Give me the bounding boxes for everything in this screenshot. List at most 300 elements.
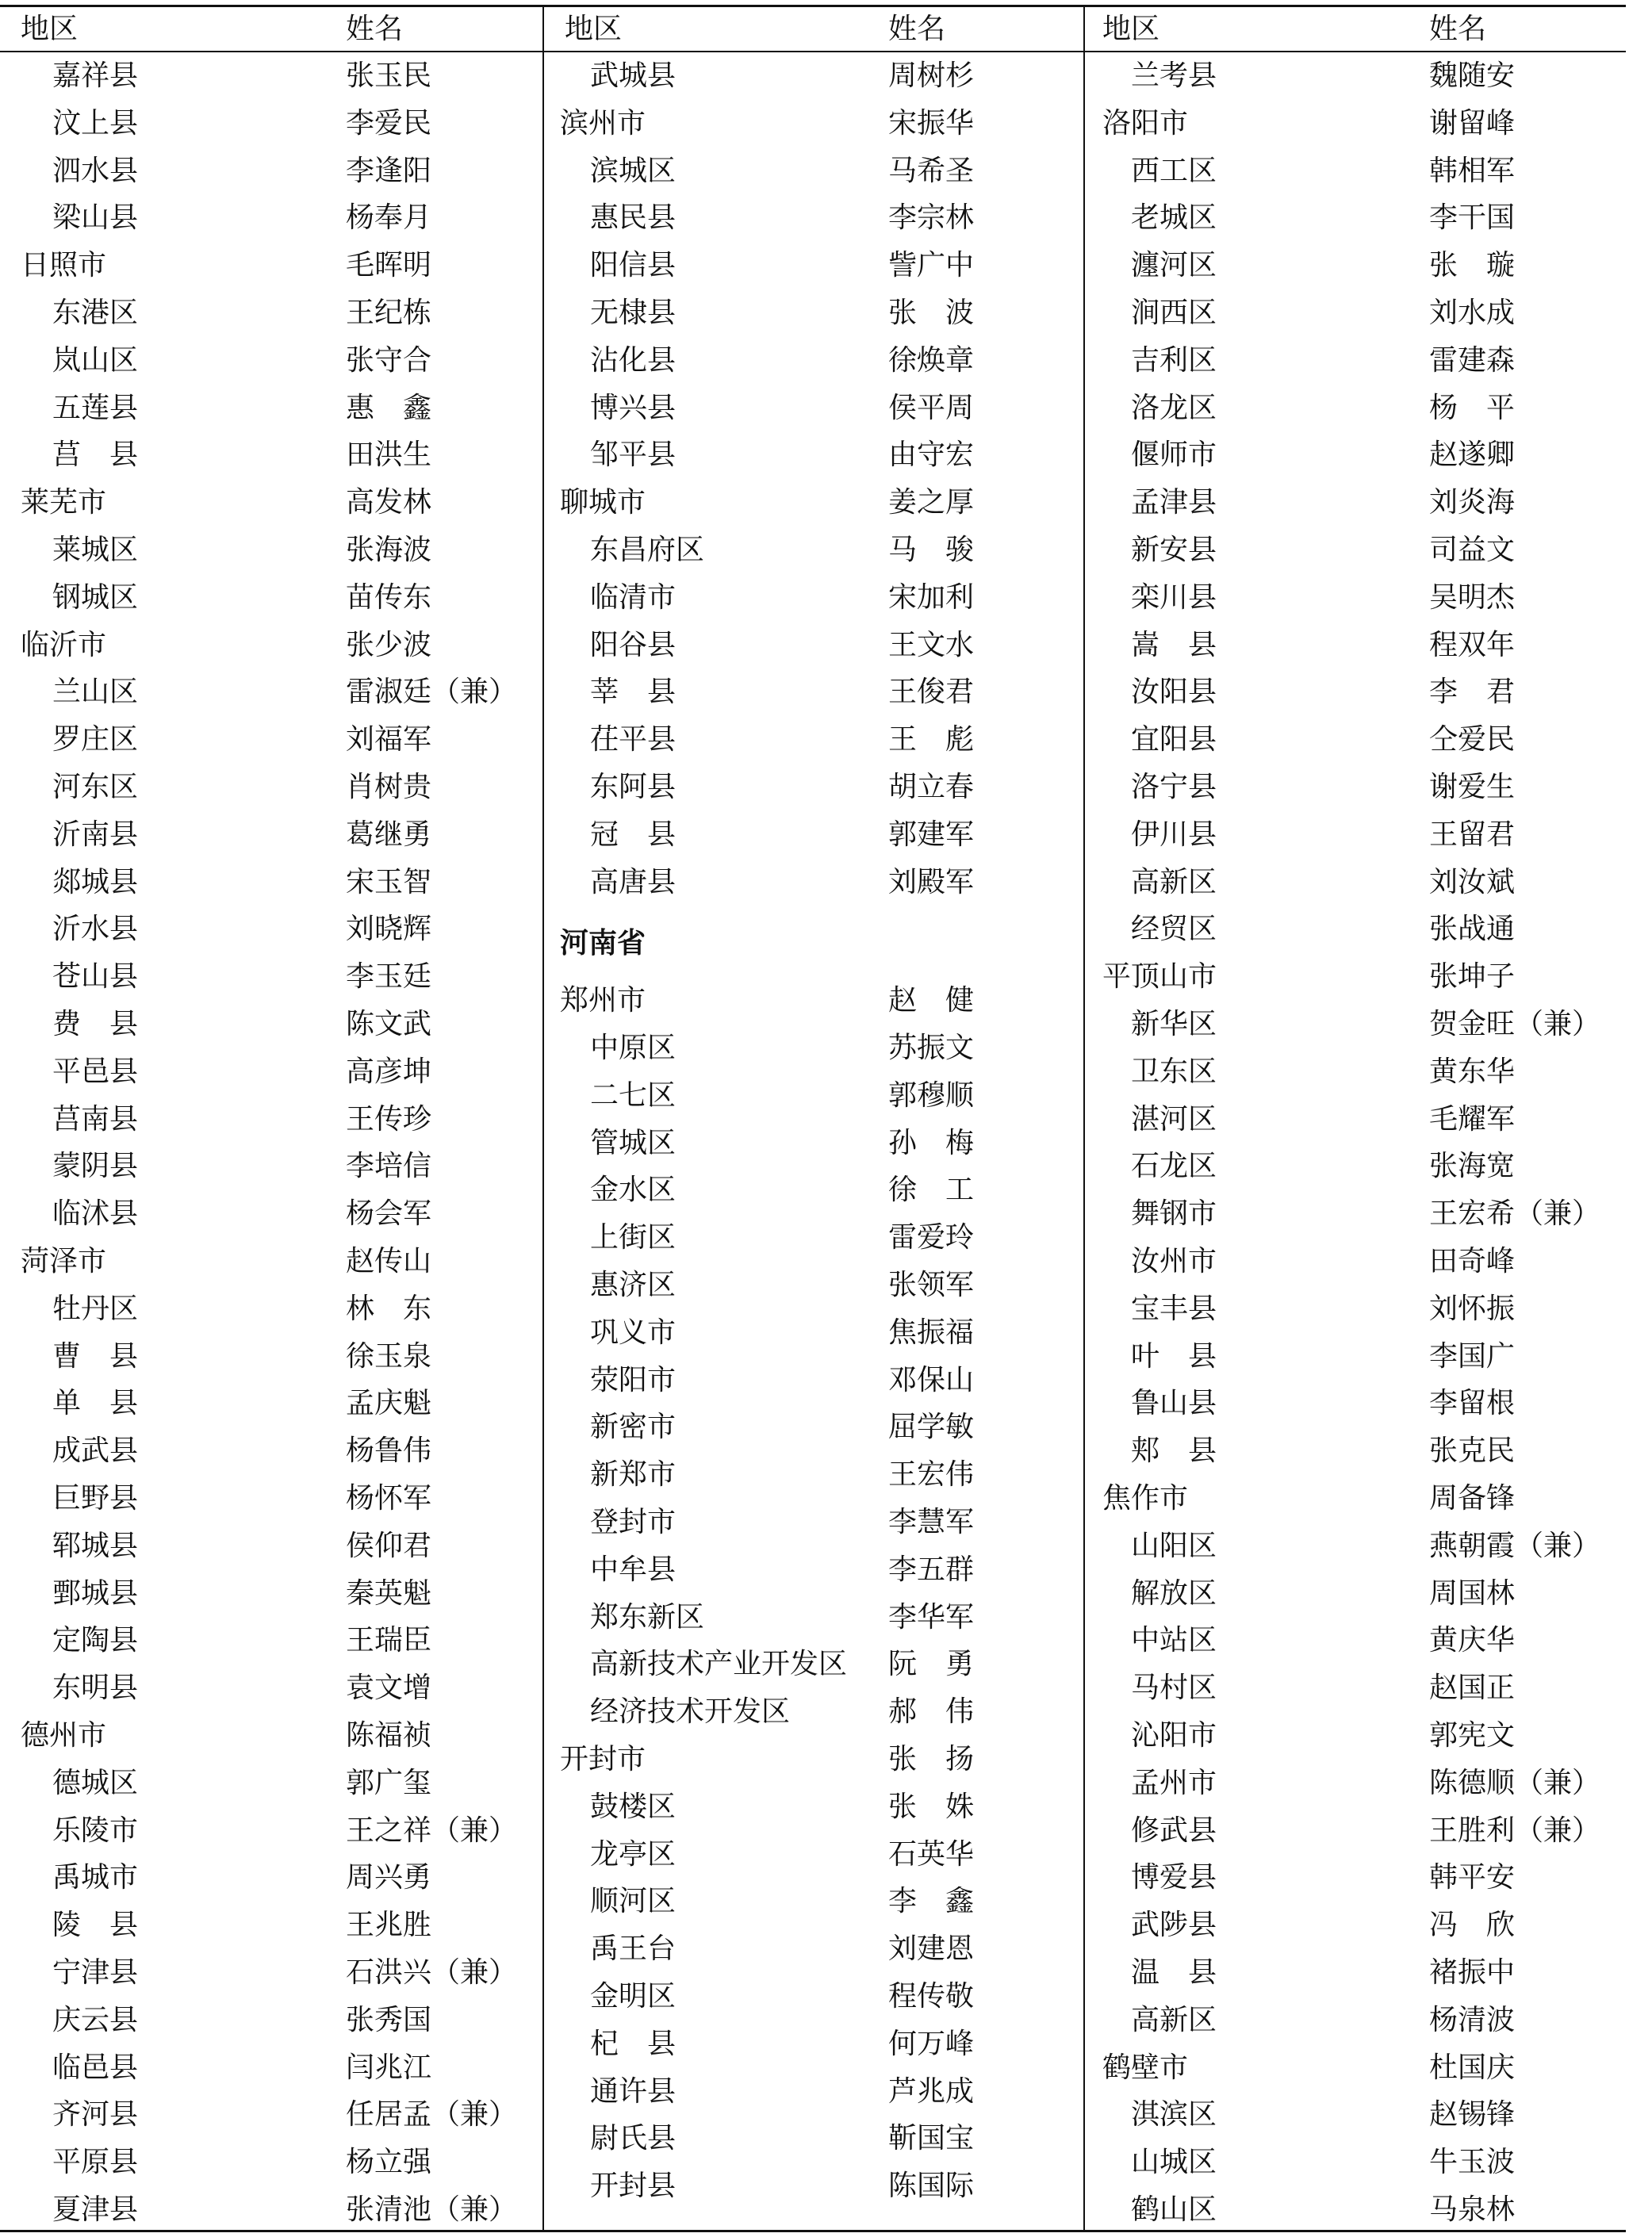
name-cell: 雷淑廷（兼） — [346, 676, 518, 709]
table-row — [1085, 527, 1626, 574]
table-row — [1085, 2091, 1626, 2139]
name-cell: 李留根 — [1429, 1387, 1516, 1420]
table-row — [544, 479, 1083, 527]
region-cell: 牡丹区 — [52, 1292, 139, 1325]
region-cell: 宁津县 — [52, 1956, 139, 1989]
table-row — [0, 811, 542, 859]
name-cell: 马 骏 — [888, 534, 975, 566]
region-cell: 夏津县 — [52, 2193, 139, 2226]
table-row — [544, 1499, 1083, 1546]
table-row — [0, 100, 542, 147]
name-cell: 马希圣 — [888, 154, 975, 187]
table-row — [0, 1617, 542, 1664]
region-cell: 东阿县 — [590, 771, 677, 803]
region-cell: 罗庄区 — [52, 723, 139, 757]
name-cell: 韩平安 — [1429, 1861, 1516, 1894]
table-row — [1085, 289, 1626, 337]
region-cell: 新安县 — [1131, 534, 1217, 566]
table-row — [0, 527, 542, 574]
region-cell: 山阳区 — [1131, 1529, 1217, 1562]
name-cell: 田奇峰 — [1429, 1245, 1516, 1277]
name-cell: 程双年 — [1429, 628, 1516, 661]
name-cell: 吴明杰 — [1429, 580, 1516, 614]
name-cell: 宋玉智 — [346, 865, 432, 898]
name-cell: 赵 健 — [888, 984, 975, 1017]
region-cell: 偃师市 — [1131, 439, 1217, 472]
table-row — [1085, 1475, 1626, 1523]
name-cell: 宋加利 — [888, 580, 975, 614]
name-cell: 屈学敏 — [888, 1411, 975, 1444]
region-cell: 临沭县 — [52, 1197, 139, 1231]
name-cell: 仝爱民 — [1429, 723, 1516, 757]
name-cell: 李慧军 — [888, 1506, 975, 1538]
region-cell: 瀍河区 — [1131, 249, 1217, 282]
region-cell: 莒 县 — [52, 439, 139, 472]
table-row — [1085, 1285, 1626, 1333]
region-cell: 沁阳市 — [1131, 1719, 1217, 1752]
name-cell: 魏随安 — [1429, 59, 1516, 92]
table-row — [544, 1166, 1083, 1214]
table-row — [0, 1238, 542, 1285]
table-row — [544, 2115, 1083, 2162]
name-cell: 刘殿军 — [888, 865, 975, 898]
table-row — [1085, 1001, 1626, 1048]
name-cell: 王瑞臣 — [346, 1624, 432, 1657]
name-cell: 林 东 — [346, 1292, 432, 1325]
name-cell: 黄东华 — [1429, 1055, 1516, 1088]
region-cell: 荥阳市 — [590, 1363, 677, 1396]
region-cell: 泗水县 — [52, 154, 139, 187]
region-cell: 陵 县 — [52, 1909, 139, 1942]
name-cell: 赵传山 — [346, 1245, 432, 1277]
region-cell: 开封市 — [560, 1743, 646, 1775]
region-cell: 邹平县 — [590, 439, 677, 472]
table-row — [1085, 811, 1626, 859]
region-cell: 五莲县 — [52, 391, 139, 424]
name-cell: 刘福军 — [346, 723, 432, 757]
header-region: 地区 — [565, 13, 623, 45]
region-cell: 杞 县 — [590, 2027, 677, 2060]
name-cell: 王传珍 — [346, 1102, 432, 1136]
region-cell: 沂水县 — [52, 913, 139, 946]
table-row — [0, 622, 542, 669]
name-cell: 徐焕章 — [888, 343, 975, 377]
name-cell: 靳国宝 — [888, 2122, 975, 2155]
region-cell: 鲁山县 — [1131, 1387, 1217, 1420]
region-cell: 日照市 — [21, 249, 107, 282]
name-cell: 黄庆华 — [1429, 1624, 1516, 1657]
name-cell: 李 君 — [1429, 676, 1516, 709]
region-cell: 洛龙区 — [1131, 391, 1217, 424]
table-row — [0, 1997, 542, 2044]
header-name: 姓名 — [346, 13, 404, 45]
table-row — [544, 337, 1083, 385]
table-row — [0, 1664, 542, 1712]
region-cell: 嵩 县 — [1131, 628, 1217, 661]
name-cell: 宋振华 — [888, 106, 975, 140]
region-cell: 禹王台 — [590, 1932, 677, 1966]
table-row — [0, 1854, 542, 1902]
name-cell: 周国林 — [1429, 1576, 1516, 1610]
region-cell: 巩义市 — [590, 1316, 677, 1349]
name-cell: 王之祥（兼） — [346, 1814, 518, 1847]
table-row — [0, 906, 542, 953]
table-row — [0, 1333, 542, 1381]
name-cell: 阮 勇 — [888, 1648, 975, 1681]
region-cell: 洛宁县 — [1131, 771, 1217, 803]
name-cell: 冯 欣 — [1429, 1909, 1516, 1942]
region-cell: 梁山县 — [52, 201, 139, 235]
name-cell: 王胜利（兼） — [1429, 1814, 1601, 1847]
name-cell: 赵国正 — [1429, 1672, 1516, 1705]
table-row — [0, 1760, 542, 1807]
region-cell: 蒙阴县 — [52, 1150, 139, 1183]
table-row — [0, 1523, 542, 1570]
table-row — [0, 289, 542, 337]
name-cell: 闫兆江 — [346, 2051, 432, 2084]
name-cell: 李干国 — [1429, 201, 1516, 235]
name-cell: 张守合 — [346, 343, 432, 377]
region-cell: 费 县 — [52, 1008, 139, 1040]
region-cell: 武城县 — [590, 59, 677, 92]
region-cell: 钢城区 — [52, 580, 139, 614]
region-cell: 巨野县 — [52, 1482, 139, 1515]
region-cell: 新郑市 — [590, 1458, 677, 1492]
region-cell: 卫东区 — [1131, 1055, 1217, 1088]
name-cell: 李国广 — [1429, 1339, 1516, 1373]
table-row — [1085, 100, 1626, 147]
region-cell: 老城区 — [1131, 201, 1217, 235]
region-cell: 博爱县 — [1131, 1861, 1217, 1894]
region-cell: 临清市 — [590, 580, 677, 614]
region-cell: 沾化县 — [590, 343, 677, 377]
table-row — [0, 1380, 542, 1427]
region-cell: 河东区 — [52, 771, 139, 803]
name-cell: 焦振福 — [888, 1316, 975, 1349]
region-cell: 临沂市 — [21, 628, 107, 661]
region-cell: 龙亭区 — [590, 1837, 677, 1871]
region-cell: 无棣县 — [590, 297, 677, 329]
name-cell: 葛继勇 — [346, 818, 432, 851]
region-cell: 尉氏县 — [590, 2122, 677, 2155]
name-cell: 李 鑫 — [888, 1885, 975, 1918]
region-cell: 庆云县 — [52, 2003, 139, 2036]
name-cell: 徐 工 — [888, 1174, 975, 1207]
region-cell: 滨州市 — [560, 106, 646, 140]
region-cell: 孟津县 — [1131, 486, 1217, 519]
table-row — [0, 1475, 542, 1523]
region-cell: 兰考县 — [1131, 59, 1217, 92]
table-row — [544, 2021, 1083, 2068]
table-row — [1085, 574, 1626, 622]
region-cell: 鼓楼区 — [590, 1790, 677, 1823]
name-cell: 惠 鑫 — [346, 391, 432, 424]
name-cell: 王宏伟 — [888, 1458, 975, 1492]
table-row — [544, 1309, 1083, 1357]
region-cell: 郯城县 — [52, 865, 139, 898]
name-cell: 杨会军 — [346, 1197, 432, 1231]
region-cell: 二七区 — [590, 1078, 677, 1112]
region-cell: 嘉祥县 — [52, 59, 139, 92]
table-row — [544, 289, 1083, 337]
region-cell: 曹 县 — [52, 1339, 139, 1373]
table-row — [1085, 431, 1626, 479]
name-cell: 孙 梅 — [888, 1126, 975, 1159]
region-cell: 中站区 — [1131, 1624, 1217, 1657]
table-row — [544, 1925, 1083, 1973]
name-cell: 李逢阳 — [346, 154, 432, 187]
table-row — [1085, 1854, 1626, 1902]
name-cell: 刘怀振 — [1429, 1292, 1516, 1325]
table-row — [0, 194, 542, 242]
table-row — [1085, 242, 1626, 289]
table-row — [544, 527, 1083, 574]
name-cell: 张海宽 — [1429, 1150, 1516, 1183]
region-cell: 定陶县 — [52, 1624, 139, 1657]
region-cell: 上街区 — [590, 1221, 677, 1254]
table-row — [1085, 1333, 1626, 1381]
name-cell: 张克民 — [1429, 1435, 1516, 1468]
name-cell: 陈国际 — [888, 2170, 975, 2203]
section-heading — [544, 920, 1083, 967]
name-cell: 王文水 — [888, 628, 975, 661]
region-cell: 岚山区 — [52, 343, 139, 377]
region-cell: 修武县 — [1131, 1814, 1217, 1847]
name-cell: 秦英魁 — [346, 1576, 432, 1610]
table-column-2 — [544, 0, 1083, 2237]
region-cell: 叶 县 — [1131, 1339, 1217, 1373]
name-cell: 杨鲁伟 — [346, 1435, 432, 1468]
region-cell: 鄄城县 — [52, 1576, 139, 1610]
region-cell: 郓城县 — [52, 1529, 139, 1562]
table-row — [1085, 1427, 1626, 1475]
table-row — [0, 668, 542, 716]
table-row — [544, 194, 1083, 242]
header-name: 姓名 — [1429, 13, 1487, 45]
table-row — [544, 1072, 1083, 1120]
table-row — [544, 716, 1083, 764]
name-cell: 张坤子 — [1429, 960, 1516, 994]
name-cell: 郝 伟 — [888, 1695, 975, 1729]
name-cell: 王俊君 — [888, 676, 975, 709]
table-row — [0, 953, 542, 1001]
region-cell: 莘 县 — [590, 676, 677, 709]
table-row — [1085, 906, 1626, 953]
name-cell: 杨 平 — [1429, 391, 1516, 424]
table-row — [0, 574, 542, 622]
table-row — [1085, 1664, 1626, 1712]
name-cell: 何万峰 — [888, 2027, 975, 2060]
region-cell: 新密市 — [590, 1411, 677, 1444]
name-cell: 肖树贵 — [346, 771, 432, 803]
name-cell: 张清池（兼） — [346, 2193, 518, 2226]
name-cell: 张 扬 — [888, 1743, 975, 1775]
table-row — [0, 859, 542, 906]
name-cell: 张领军 — [888, 1269, 975, 1301]
region-cell: 惠民县 — [590, 201, 677, 235]
table-row — [0, 1712, 542, 1760]
table-row — [544, 431, 1083, 479]
table-row — [1085, 1712, 1626, 1760]
name-cell: 张海波 — [346, 534, 432, 566]
region-cell: 鹤山区 — [1131, 2193, 1217, 2226]
region-cell: 禹城市 — [52, 1861, 139, 1894]
name-cell: 赵遂卿 — [1429, 439, 1516, 472]
name-cell: 周树杉 — [888, 59, 975, 92]
name-cell: 张 姝 — [888, 1790, 975, 1823]
region-cell: 武陟县 — [1131, 1909, 1217, 1942]
name-cell: 张少波 — [346, 628, 432, 661]
name-cell: 邓保山 — [888, 1363, 975, 1396]
name-cell: 杜国庆 — [1429, 2051, 1516, 2084]
region-cell: 金明区 — [590, 1980, 677, 2013]
name-cell: 张 璇 — [1429, 249, 1516, 282]
table-row — [0, 1285, 542, 1333]
region-cell: 西工区 — [1131, 154, 1217, 187]
region-cell: 德州市 — [21, 1719, 107, 1752]
table-row — [544, 1214, 1083, 1262]
region-cell: 伊川县 — [1131, 818, 1217, 851]
name-cell: 郭广玺 — [346, 1766, 432, 1799]
region-cell: 石龙区 — [1131, 1150, 1217, 1183]
name-cell: 胡立春 — [888, 771, 975, 803]
region-cell: 汝阳县 — [1131, 676, 1217, 709]
region-cell: 高新区 — [1131, 865, 1217, 898]
table-row — [0, 337, 542, 385]
name-cell: 高彦坤 — [346, 1055, 432, 1088]
region-cell: 东明县 — [52, 1672, 139, 1705]
name-cell: 任居孟（兼） — [346, 2098, 518, 2132]
table-row — [0, 1001, 542, 1048]
table-row — [544, 1688, 1083, 1736]
name-cell: 苏振文 — [888, 1032, 975, 1064]
table-row — [0, 716, 542, 764]
name-cell: 刘建恩 — [888, 1932, 975, 1966]
name-cell: 苗传东 — [346, 580, 432, 614]
region-cell: 博兴县 — [590, 391, 677, 424]
name-cell: 周兴勇 — [346, 1861, 432, 1894]
table-row — [0, 2139, 542, 2186]
region-cell: 舞钢市 — [1131, 1197, 1217, 1231]
table-row — [544, 100, 1083, 147]
region-cell: 高新技术产业开发区 — [590, 1648, 848, 1681]
table-row — [1085, 1902, 1626, 1949]
region-cell: 沂南县 — [52, 818, 139, 851]
table-row — [544, 622, 1083, 669]
table-row — [544, 147, 1083, 195]
table-row — [544, 1357, 1083, 1404]
table-row — [544, 859, 1083, 906]
region-cell: 中原区 — [590, 1032, 677, 1064]
name-cell: 司益文 — [1429, 534, 1516, 566]
region-cell: 宜阳县 — [1131, 723, 1217, 757]
table-row — [1085, 1807, 1626, 1855]
name-cell: 李培信 — [346, 1150, 432, 1183]
region-cell: 山城区 — [1131, 2146, 1217, 2179]
name-cell: 王兆胜 — [346, 1909, 432, 1942]
table-row — [544, 1973, 1083, 2021]
name-cell: 李玉廷 — [346, 960, 432, 994]
region-cell: 孟州市 — [1131, 1766, 1217, 1799]
region-cell: 经贸区 — [1131, 913, 1217, 946]
name-cell: 张 波 — [888, 297, 975, 329]
name-cell: 王 彪 — [888, 723, 975, 757]
table-row — [1085, 1949, 1626, 1997]
table-row — [0, 242, 542, 289]
table-row — [1085, 1997, 1626, 2044]
table-row — [0, 2091, 542, 2139]
table-row — [544, 385, 1083, 432]
region-cell: 临邑县 — [52, 2051, 139, 2084]
table-row — [0, 2044, 542, 2092]
table-row — [1085, 2044, 1626, 2092]
name-cell: 袁文增 — [346, 1672, 432, 1705]
table-row — [544, 1546, 1083, 1594]
table-row — [0, 764, 542, 811]
region-cell: 莱芜市 — [21, 486, 107, 519]
region-cell: 菏泽市 — [21, 1245, 107, 1277]
name-cell: 燕朝霞（兼） — [1429, 1529, 1601, 1562]
name-cell: 陈德顺（兼） — [1429, 1766, 1601, 1799]
table-row — [0, 52, 542, 100]
region-cell: 茌平县 — [590, 723, 677, 757]
name-cell: 石洪兴（兼） — [346, 1956, 518, 1989]
province-name: 河南省 — [560, 927, 646, 960]
table-row — [1085, 1380, 1626, 1427]
region-cell: 聊城市 — [560, 486, 646, 519]
table-row — [0, 1096, 542, 1143]
region-cell: 乐陵市 — [52, 1814, 139, 1847]
table-row — [0, 1902, 542, 1949]
region-cell: 阳谷县 — [590, 628, 677, 661]
name-cell: 陈福祯 — [346, 1719, 432, 1752]
name-cell: 由守宏 — [888, 439, 975, 472]
table-row — [1085, 1143, 1626, 1190]
region-cell: 高新区 — [1131, 2003, 1217, 2036]
region-cell: 马村区 — [1131, 1672, 1217, 1705]
table-row — [1085, 1523, 1626, 1570]
table-row — [0, 385, 542, 432]
region-cell: 解放区 — [1131, 1576, 1217, 1610]
table-row — [1085, 194, 1626, 242]
table-row — [544, 1120, 1083, 1167]
table-row — [544, 1736, 1083, 1783]
region-cell: 东港区 — [52, 297, 139, 329]
table-row — [0, 1143, 542, 1190]
region-cell: 湛河区 — [1131, 1102, 1217, 1136]
region-cell: 中牟县 — [590, 1553, 677, 1586]
region-cell: 莱城区 — [52, 534, 139, 566]
region-cell: 通许县 — [590, 2074, 677, 2108]
region-cell: 齐河县 — [52, 2098, 139, 2132]
table-column-1 — [0, 0, 542, 2237]
region-cell: 惠济区 — [590, 1269, 677, 1301]
name-cell: 程传敬 — [888, 1980, 975, 2013]
name-cell: 李五群 — [888, 1553, 975, 1586]
region-cell: 兰山区 — [52, 676, 139, 709]
name-cell: 侯平周 — [888, 391, 975, 424]
table-row — [1085, 2186, 1626, 2234]
name-cell: 李爱民 — [346, 106, 432, 140]
table-row — [1085, 668, 1626, 716]
table-row — [1085, 1048, 1626, 1096]
name-cell: 褚振中 — [1429, 1956, 1516, 1989]
header-name: 姓名 — [888, 13, 946, 45]
table-row — [544, 1451, 1083, 1499]
region-cell: 汶上县 — [52, 106, 139, 140]
name-cell: 杨清波 — [1429, 2003, 1516, 2036]
region-cell: 郏 县 — [1131, 1435, 1217, 1468]
